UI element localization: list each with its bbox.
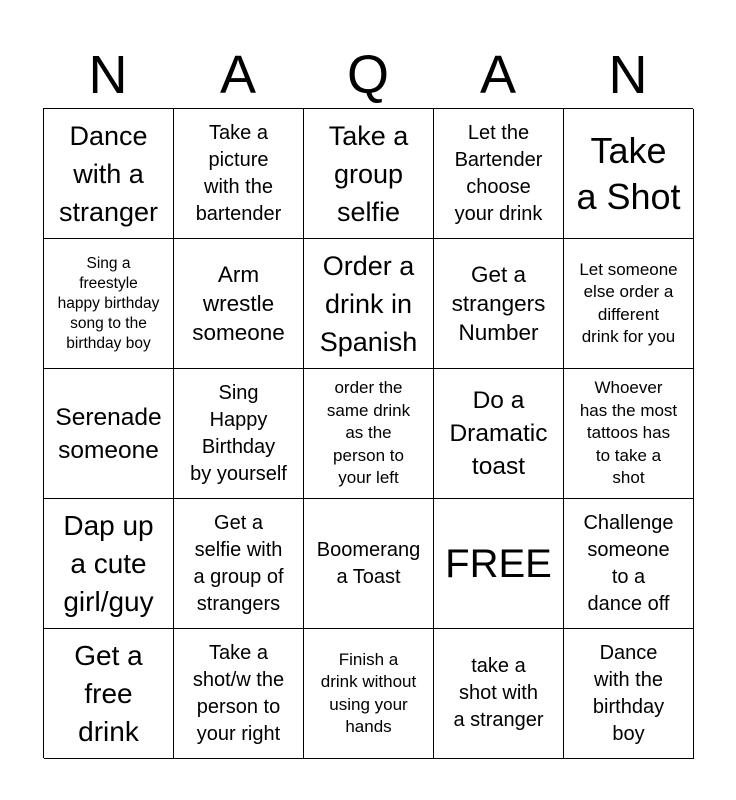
cell-text: Arm wrestle someone [192,262,285,345]
bingo-cell [564,629,694,759]
cell-text: Sing a freestyle happy birthday song to the birthday boy [57,254,160,352]
bingo-cell [304,629,434,759]
bingo-cell [304,369,434,499]
bingo-cell [44,369,174,499]
cell-text: Let someone else order a different drink for you [579,259,678,346]
bingo-cell [564,239,694,369]
cell-text: Sing Happy Birthday by yourself [190,381,287,485]
header-letter-3: Q [346,45,389,105]
cell-text: Dance with a stranger [58,120,159,227]
header-letter-4: A [479,45,517,105]
cell-text: Get a strangers Number [451,262,546,345]
cell-text: Take a shot/w the person to your right [192,641,285,745]
cell-text: Do a Dramatic toast [449,387,548,480]
bingo-cell [304,239,434,369]
bingo-header [43,40,693,110]
bingo-cell [564,109,694,239]
header-letter-2: A [219,45,257,105]
bingo-cell [44,629,174,759]
bingo-cell [44,499,174,629]
bingo-cell [44,109,174,239]
cell-text: Take a Shot [576,129,681,217]
cell-text: order the same drink as the person to your left [326,378,411,488]
bingo-cell [434,369,564,499]
cell-text: Take a picture with the bartender [195,121,282,225]
cell-text: Take a group selfie [328,120,409,227]
cell-text: take a shot with a stranger [453,655,544,731]
bingo-grid [43,108,693,758]
bingo-cell [174,499,304,629]
bingo-cell [174,629,304,759]
cell-text: Whoever has the most tattoos has to take a shot [579,378,678,488]
bingo-cell [564,369,694,499]
cell-text: Dance with the birthday boy [592,641,665,745]
cell-text: Boomerang a Toast [316,538,421,588]
bingo-cell [174,109,304,239]
bingo-cell [44,239,174,369]
bingo-cell [564,499,694,629]
bingo-cell [174,239,304,369]
header-letter-1: N [88,45,128,105]
cell-text: Get a free drink [74,639,143,747]
cell-text: Finish a drink without using your hands [320,649,417,736]
free-space [434,499,564,629]
cell-text: Dap up a cute girl/guy [63,509,154,617]
cell-text: Let the Bartender choose your drink [454,121,543,225]
bingo-cell [174,369,304,499]
bingo-cell [434,109,564,239]
bingo-cell [304,499,434,629]
bingo-cell [304,109,434,239]
bingo-cell [434,239,564,369]
free-space-label: FREE [445,541,552,586]
header-letter-5: N [608,45,648,105]
cell-text: Get a selfie with a group of strangers [193,511,284,615]
bingo-cell [434,629,564,759]
cell-text: Challenge someone to a dance off [583,511,674,615]
cell-text: Serenade someone [55,403,162,464]
cell-text: Order a drink in Spanish [319,250,418,357]
